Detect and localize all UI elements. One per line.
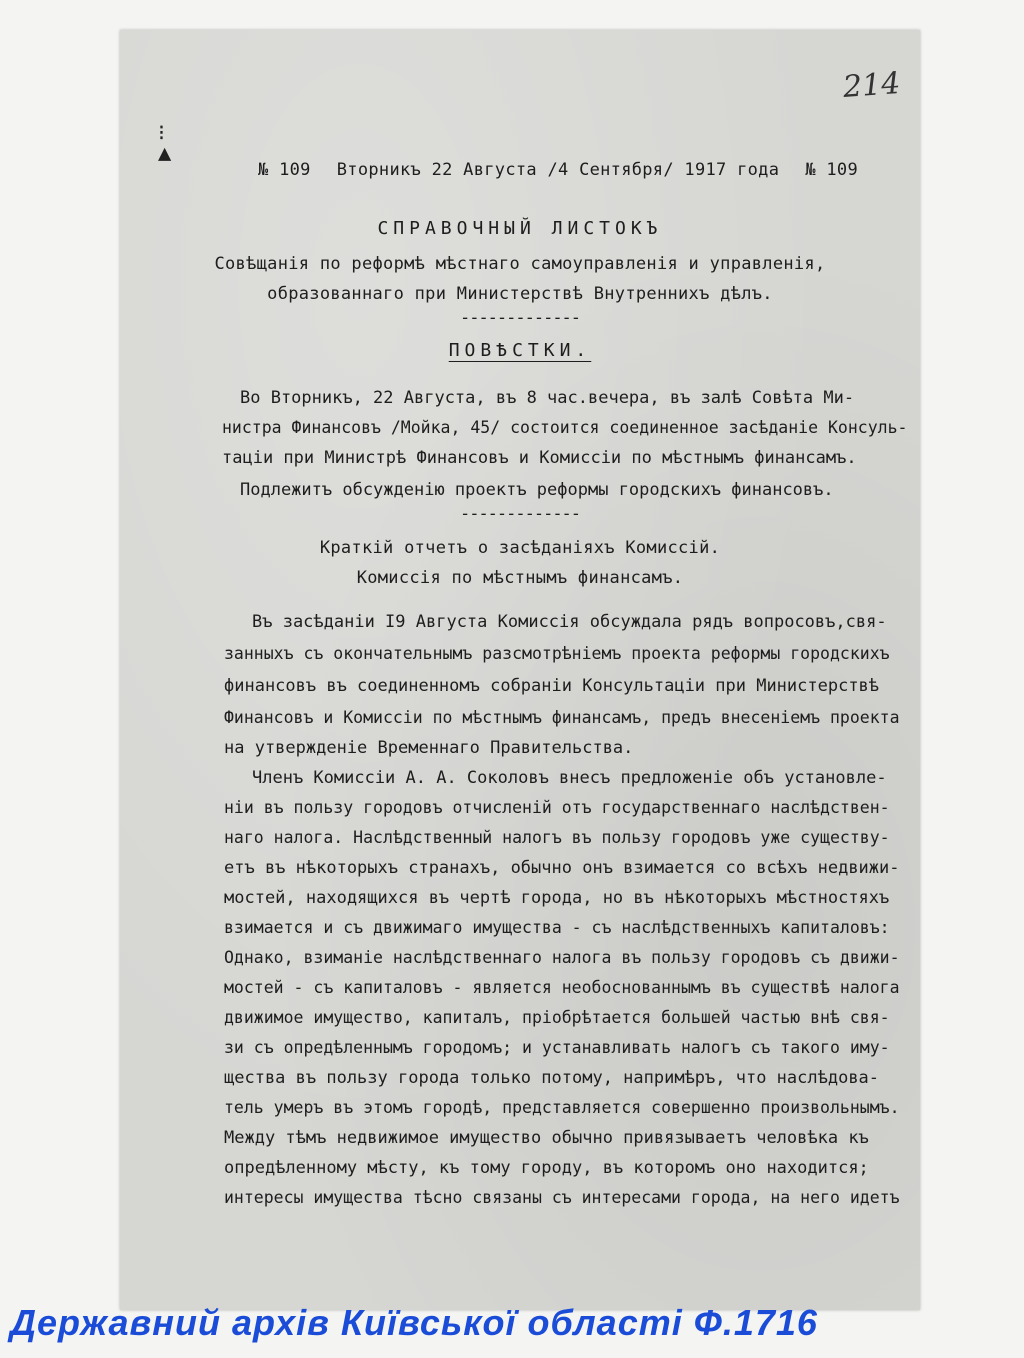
notice-line-3: таціи при Министрѣ Финансовъ и Комиссіи по мѣстнымъ финансамъ.	[222, 448, 857, 468]
notice-line-2: нистра Финансовъ /Мойка, 45/ состоится соединенное засѣданіе Консуль-	[222, 418, 908, 437]
body-line-13: мостей - съ капиталовъ - является необоснованнымъ въ существѣ налога	[224, 978, 900, 997]
issue-number-right: № 109	[805, 160, 858, 180]
document-page	[120, 30, 920, 1310]
notices-heading: ПОВѢСТКИ.	[448, 340, 592, 361]
body-line-14: движимое имущество, капиталъ, пріобрѣтается большей частью внѣ свя-	[224, 1008, 890, 1027]
body-line-19: опредѣленному мѣсту, къ тому городу, въ которомъ оно находится;	[224, 1158, 869, 1178]
separator-1: -------------	[459, 308, 581, 328]
notice-line-4: Подлежитъ обсужденію проектъ реформы городскихъ финансовъ.	[240, 480, 834, 500]
body-line-20: интересы имущества тѣсно связаны съ интересами города, на него идетъ	[224, 1188, 900, 1207]
body-line-1: Въ засѣданіи I9 Августа Комиссія обсуждала рядъ вопросовъ,свя-	[252, 612, 887, 632]
notice-line-1: Во Вторникъ, 22 Августа, въ 8 час.вечера, въ залѣ Совѣта Ми-	[240, 388, 855, 408]
body-line-6: Членъ Комиссіи А. А. Соколовъ внесъ предложеніе объ установле-	[252, 768, 887, 788]
subtitle-line-2: образованнаго при Министерствѣ Внутреннихъ дѣлъ.	[267, 284, 773, 304]
issue-number-left: № 109	[258, 160, 311, 180]
body-line-16: щества въ пользу города только потому, напримѣръ, что наслѣдова-	[224, 1068, 880, 1088]
body-line-4: Финансовъ и Комиссіи по мѣстнымъ финансамъ, предъ внесеніемъ проекта	[224, 708, 900, 727]
archive-watermark: Державний архів Київської області Ф.1716	[10, 1302, 818, 1343]
margin-mark: ⁝ ▲	[158, 121, 172, 166]
separator-2: -------------	[459, 504, 581, 524]
report-heading: Краткій отчетъ о засѣданіяхъ Комиссій.	[319, 538, 721, 558]
subtitle-line-1: Совѣщанія по реформѣ мѣстнаго самоуправленія и управленія,	[214, 254, 826, 274]
body-line-10: мостей, находящихся въ чертѣ города, но въ нѣкоторыхъ мѣстностяхъ	[224, 888, 890, 908]
body-line-15: зи съ опредѣленнымъ городомъ; и устанавливать налогъ съ такого иму-	[224, 1038, 890, 1057]
commission-heading: Комиссія по мѣстнымъ финансамъ.	[356, 568, 684, 588]
body-line-8: наго налога. Наслѣдственный налогъ въ пользу городовъ уже существу-	[224, 828, 890, 847]
body-line-11: взимается и съ движимаго имущества - съ наслѣдственныхъ капиталовъ:	[224, 918, 890, 937]
document-title: СПРАВОЧНЫЙ ЛИСТОКЪ	[377, 218, 663, 239]
body-line-5: на утвержденіе Временнаго Правительства.	[224, 738, 634, 758]
body-line-12: Однако, взиманіе наслѣдственнаго налога въ пользу городовъ съ движи-	[224, 948, 900, 967]
body-line-18: Между тѣмъ недвижимое имущество обычно привязываетъ человѣка къ	[224, 1128, 869, 1148]
issue-date: Вторникъ 22 Августа /4 Сентября/ 1917 года	[336, 160, 780, 180]
body-line-7: ніи въ пользу городовъ отчисленій отъ государственнаго наслѣдствен-	[224, 798, 890, 817]
body-line-3: финансовъ въ соединенномъ собраніи Консультаціи при Министерствѣ	[224, 676, 880, 696]
archive-page-number: 214	[841, 66, 902, 105]
body-line-2: занныхъ съ окончательнымъ разсмотрѣніемъ проекта реформы городскихъ	[224, 644, 890, 663]
header-line	[258, 160, 858, 180]
body-line-9: етъ въ нѣкоторыхъ странахъ, обычно онъ взимается со всѣхъ недвижи-	[224, 858, 900, 878]
body-line-17: тель умеръ въ этомъ городѣ, представляется совершенно произвольнымъ.	[224, 1098, 900, 1117]
